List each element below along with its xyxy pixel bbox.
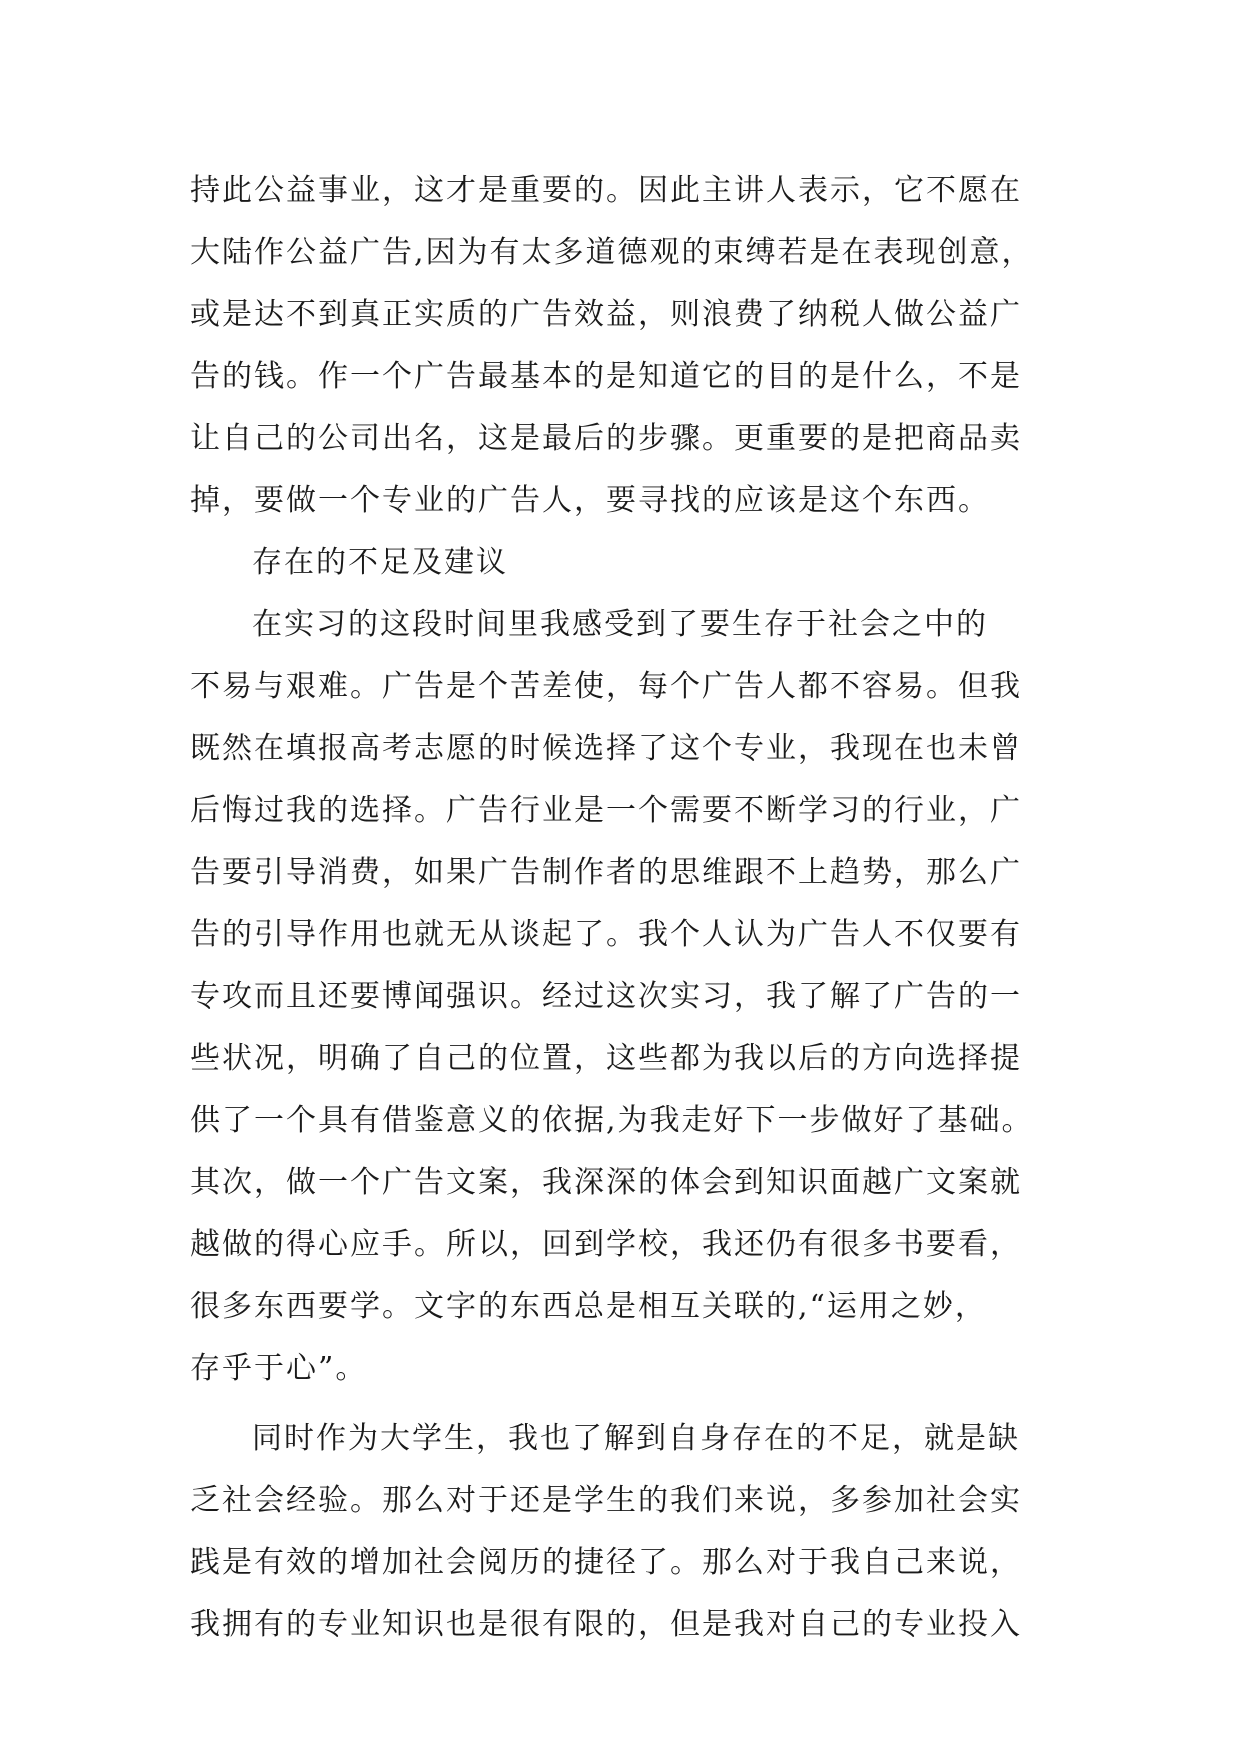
text-line: 些状况，明确了自己的位置，这些都为我以后的方向选择提	[190, 1041, 1022, 1076]
paragraph-block-2	[190, 594, 1070, 1400]
text-line: 告的钱。作一个广告最基本的是知道它的目的是什么，不是	[190, 359, 1022, 394]
text-line: 同时作为大学生，我也了解到自身存在的不足，就是缺	[252, 1421, 1020, 1456]
text-line: 不易与艰难。广告是个苦差使，每个广告人都不容易。但我	[190, 669, 1022, 704]
section-heading: 存在的不足及建议	[252, 545, 508, 580]
text-line: 或是达不到真正实质的广告效益，则浪费了纳税人做公益广	[190, 297, 1022, 332]
text-line: 让自己的公司出名，这是最后的步骤。更重要的是把商品卖	[190, 421, 1022, 456]
text-line: 乏社会经验。那么对于还是学生的我们来说，多参加社会实	[190, 1483, 1022, 1518]
paragraph-gap	[190, 1400, 1070, 1408]
text-line: 后悔过我的选择。广告行业是一个需要不断学习的行业，广	[190, 793, 1022, 828]
text-line: 持此公益事业，这才是重要的。因此主讲人表示，它不愿在	[190, 173, 1022, 208]
text-line: 践是有效的增加社会阅历的捷径了。那么对于我自己来说，	[190, 1545, 1022, 1580]
text-line: 我拥有的专业知识也是很有限的，但是我对自己的专业投入	[190, 1607, 1022, 1642]
text-line: 大陆作公益广告,因为有太多道德观的束缚若是在表现创意，	[190, 235, 1034, 270]
text-line: 供了一个具有借鉴意义的依据,为我走好下一步做好了基础。	[190, 1103, 1034, 1138]
text-line: 既然在填报高考志愿的时候选择了这个专业，我现在也未曾	[190, 731, 1022, 766]
text-line: 存乎于心”。	[190, 1351, 368, 1386]
paragraph-block-3	[190, 1408, 1070, 1656]
text-line: 在实习的这段时间里我感受到了要生存于社会之中的	[252, 607, 988, 642]
text-line: 告要引导消费，如果广告制作者的思维跟不上趋势，那么广	[190, 855, 1022, 890]
paragraph-block-1	[190, 160, 1070, 532]
text-line: 专攻而且还要博闻强识。经过这次实习，我了解了广告的一	[190, 979, 1022, 1014]
document-body	[190, 160, 1070, 1656]
text-line: 其次，做一个广告文案，我深深的体会到知识面越广文案就	[190, 1165, 1022, 1200]
text-line: 告的引导作用也就无从谈起了。我个人认为广告人不仅要有	[190, 917, 1022, 952]
text-line: 越做的得心应手。所以，回到学校，我还仍有很多书要看，	[190, 1227, 1022, 1262]
text-line: 掉，要做一个专业的广告人，要寻找的应该是这个东西。	[190, 483, 990, 518]
text-line: 很多东西要学。文字的东西总是相互关联的,“运用之妙，	[190, 1289, 987, 1324]
